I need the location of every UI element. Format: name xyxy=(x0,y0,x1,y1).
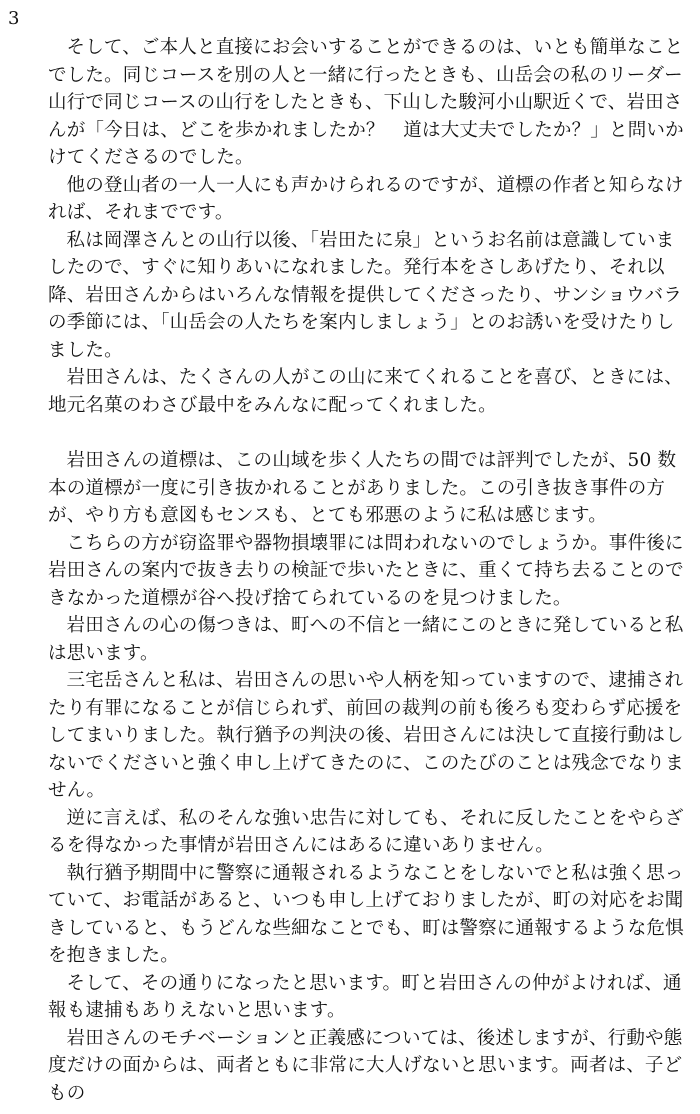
paragraph-2: 他の登山者の一人一人にも声かけられるのですが、道標の作者と知らなければ、それまでです。 xyxy=(48,174,684,223)
paragraph-7: 岩田さんの心の傷つきは、町への不信と一緒にこのときに発していると私は思います。 xyxy=(48,615,684,664)
paragraph-9: 逆に言えば、私のそんな強い忠告に対しても、それに反したことをやらざるを得なかった事情が岩田さんにはあるに違いありません。 xyxy=(48,807,684,856)
paragraph-12: 岩田さんのモチベーションと正義感については、後述しますが、行動や態度だけの面からは、両者ともに非常に大人げないと思います。両者は、子どもの xyxy=(48,1027,683,1104)
page-number: 3 xyxy=(8,8,20,29)
body-text xyxy=(48,34,692,1107)
paragraph-4: 岩田さんは、たくさんの人がこの山に来てくれることを喜び、ときには、地元名菓のわさび最中をみんなに配ってくれました。 xyxy=(48,367,683,416)
paragraph-6: こちらの方が窃盗罪や器物損壊罪には問われないのでしょうか。事件後に岩田さんの案内で抜き去りの検証で歩いたときに、重くて持ち去ることのできなかった道標が谷へ投げ捨てられているのを見つけました。 xyxy=(48,532,684,609)
paragraph-10: 執行猶予期間中に警察に通報されるようなことをしないでと私は強く思っていて、お電話があると、いつも申し上げておりましたが、町の対応をお聞きしていると、もうどんな些細なことでも、町は警察に通報するような危惧を抱きました。 xyxy=(48,862,684,966)
paragraph-1: そして、ご本人と直接にお会いすることができるのは、いとも簡単なことでした。同じコースを別の人と一緒に行ったときも、山岳会の私のリーダー山行で同じコースの山行をしたときも、下山した駿河小山駅近くで、岩田さんが「今日は、どこを歩かれましたか？ 道は大丈夫でしたか？」と問いかけてくださるのでした。 xyxy=(48,37,684,168)
paragraph-8: 三宅岳さんと私は、岩田さんの思いや人柄を知っていますので、逮捕されたり有罪になることが信じられず、前回の裁判の前も後ろも変わらず応援をしてまいりました。執行猶予の判決の後、岩田さんには決して直接行動はしないでくださいと強く申し上げてきたのに、このたびのことは残念でなりません。 xyxy=(48,670,684,801)
paragraph-3: 私は岡澤さんとの山行以後、「岩田たに泉」というお名前は意識していましたので、すぐに知りあいになれました。発行本をさしあげたり、それ以降、岩田さんからはいろんな情報を提供してくださったり、サンショウバラの季節には、「山岳会の人たちを案内しましょう」とのお誘いを受けたりしました。 xyxy=(48,229,683,361)
paragraph-11: そして、その通りになったと思います。町と岩田さんの仲がよければ、通報も逮捕もありえないと思います。 xyxy=(48,972,682,1021)
paragraph-5: 岩田さんの道標は、この山域を歩く人たちの間では評判でしたが、50 数本の道標が一度に引き抜かれることがありました。この引き抜き事件の方が、やり方も意図もセンスも、とても邪悪のように私は感じます。 xyxy=(48,450,677,526)
